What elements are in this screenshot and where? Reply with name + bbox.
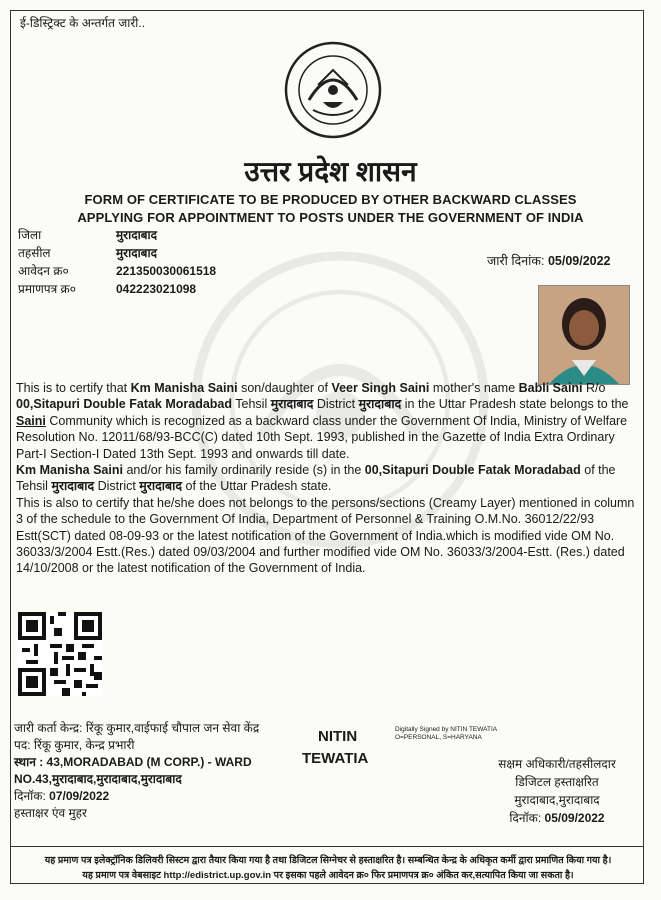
- certificate-label: प्रमाणपत्र क्र०: [18, 282, 77, 296]
- subtitle-line-1: FORM OF CERTIFICATE TO BE PRODUCED BY OTHER BACKWARD CLASSES: [84, 192, 577, 207]
- page-title: उत्तर प्रदेश शासन: [244, 156, 417, 187]
- signature-detail: Digitally Signed by NITIN TEWATIA O=PERSONAL, S=HARYANA: [395, 726, 497, 741]
- district-label: जिला: [18, 228, 42, 242]
- father-name: Veer Singh Saini: [331, 381, 430, 395]
- up-emblem-icon: [283, 40, 383, 140]
- body-paragraph-1: This is to certify that Km Manisha Saini son/daughter of Veer Singh Saini mother's name Babli Saini R/o 00,Sitapuri Double Fatak Moradabad Tehsil मुरादाबाद District मुरादाबाद in the Uttar Pradesh state belongs to the Saini Community which is recognized as a backward class under the Government Of India, Ministry of Welfare Resolution No. 12011/68/93-BCC(C) dated 10th Sept. 1993, published in the Gazette of India Extra Ordinary Part-I Section-I Dated 13th Sept. 1993 and onwards till date.: [16, 381, 629, 461]
- officer-line-2: डिजिटल हस्ताक्षरित: [515, 775, 599, 789]
- application-row: [18, 262, 216, 279]
- applicant-name: Km Manisha Saini: [130, 381, 238, 395]
- mother-name: Babli Saini: [518, 381, 583, 395]
- certificate-body: [16, 380, 638, 577]
- issue-date-label: जारी दिनांक:: [487, 254, 545, 268]
- body-paragraph-2: Km Manisha Saini and/or his family ordinarily reside (s) in the 00,Sitapuri Double Fatak Moradabad of the Tehsil मुरादाबाद District मुरादाबाद of the Uttar Pradesh state.: [16, 463, 616, 494]
- footer-divider: [10, 846, 644, 847]
- tehsil-value: मुरादाबाद: [116, 246, 158, 260]
- subtitle-line-2: APPLYING FOR APPOINTMENT TO POSTS UNDER THE GOVERNMENT OF INDIA: [77, 210, 584, 225]
- issue-date: [487, 252, 611, 269]
- certificate-row: [18, 280, 196, 297]
- officer-block: [482, 755, 632, 827]
- footer-line-1: यह प्रमाण पत्र इलेक्ट्रॉनिक डिलिवरी सिस्टम द्वारा तैयार किया गया है तथा डिजिटल सिग्नेचर से हस्ताक्षरित है। सम्बन्धित केन्द्र के अधिकृत कर्मी द्वारा प्रमाणित किया गया है।: [44, 855, 612, 866]
- signer-name-1: NITIN: [318, 728, 358, 745]
- issue-date-value: 05/09/2022: [547, 254, 611, 268]
- applicant-photo: [538, 285, 630, 385]
- officer-line-1: सक्षम अधिकारी/तहसीलदार: [498, 757, 616, 771]
- tehsil-label: तहसील: [18, 246, 51, 260]
- district-value: मुरादाबाद: [116, 228, 158, 242]
- issuer-place: स्थान : 43,MORADABAD (M CORP.) - WARD NO.43,मुरादाबाद,मुरादाबाद,मुरादाबाद: [14, 755, 252, 786]
- tehsil-row: [18, 244, 157, 261]
- issuer-centre: जारी कर्ता केन्द्र: रिंकू कुमार,वाईफाई चौपाल जन सेवा केंद्र: [14, 721, 260, 735]
- issuer-sign: हस्ताक्षर एंव मुहर: [14, 806, 87, 820]
- person-photo-icon: [539, 286, 629, 384]
- application-label: आवेदन क्र०: [18, 264, 69, 278]
- issuer-block: [14, 720, 304, 822]
- top-note: ई-डिस्ट्रिक्ट के अन्तर्गत जारी..: [20, 16, 146, 30]
- address: 00,Sitapuri Double Fatak Moradabad: [16, 397, 233, 412]
- body-paragraph-3: This is also to certify that he/she does not belongs to the persons/sections (Creamy Layer) mentioned in column 3 of the schedule to the Government Of India, Department of Personnel & Training O.M.No. 36012/22/93 Estt(SCT) dated 08-09-93 or the latest notification of the Government of India.which is modified vide OM No. 36033/3/2004 Estt.(Res.) dated 09/03/2004 and further modified vide OM No. 36033/3/2004-Estt. (Res.) dated 14/10/2008 or the latest notification of the Government of India.: [16, 495, 635, 576]
- officer-date: दिनॉक: 05/09/2022: [509, 811, 605, 825]
- district-row: [18, 226, 157, 243]
- application-value: 221350030061518: [116, 264, 217, 278]
- footer-line-2: यह प्रमाण पत्र वेबसाइट http://edistrict.up.gov.in पर इसका पहले आवेदन क्र० फिर प्रमाणपत्र क्र० अंकित कर,सत्यापित किया जा सकता है।: [82, 870, 574, 881]
- signer-name-2: TEWATIA: [302, 750, 369, 767]
- certificate-value: 042223021098: [116, 282, 197, 296]
- officer-line-3: मुरादाबाद,मुरादाबाद: [514, 793, 600, 807]
- issuer-post: पद: रिंकू कुमार, केन्द्र प्रभारी: [14, 738, 135, 752]
- community: Saini: [16, 413, 46, 428]
- issuer-date: दिनॉक: 07/09/2022: [14, 789, 110, 803]
- qr-code-icon[interactable]: [18, 612, 102, 696]
